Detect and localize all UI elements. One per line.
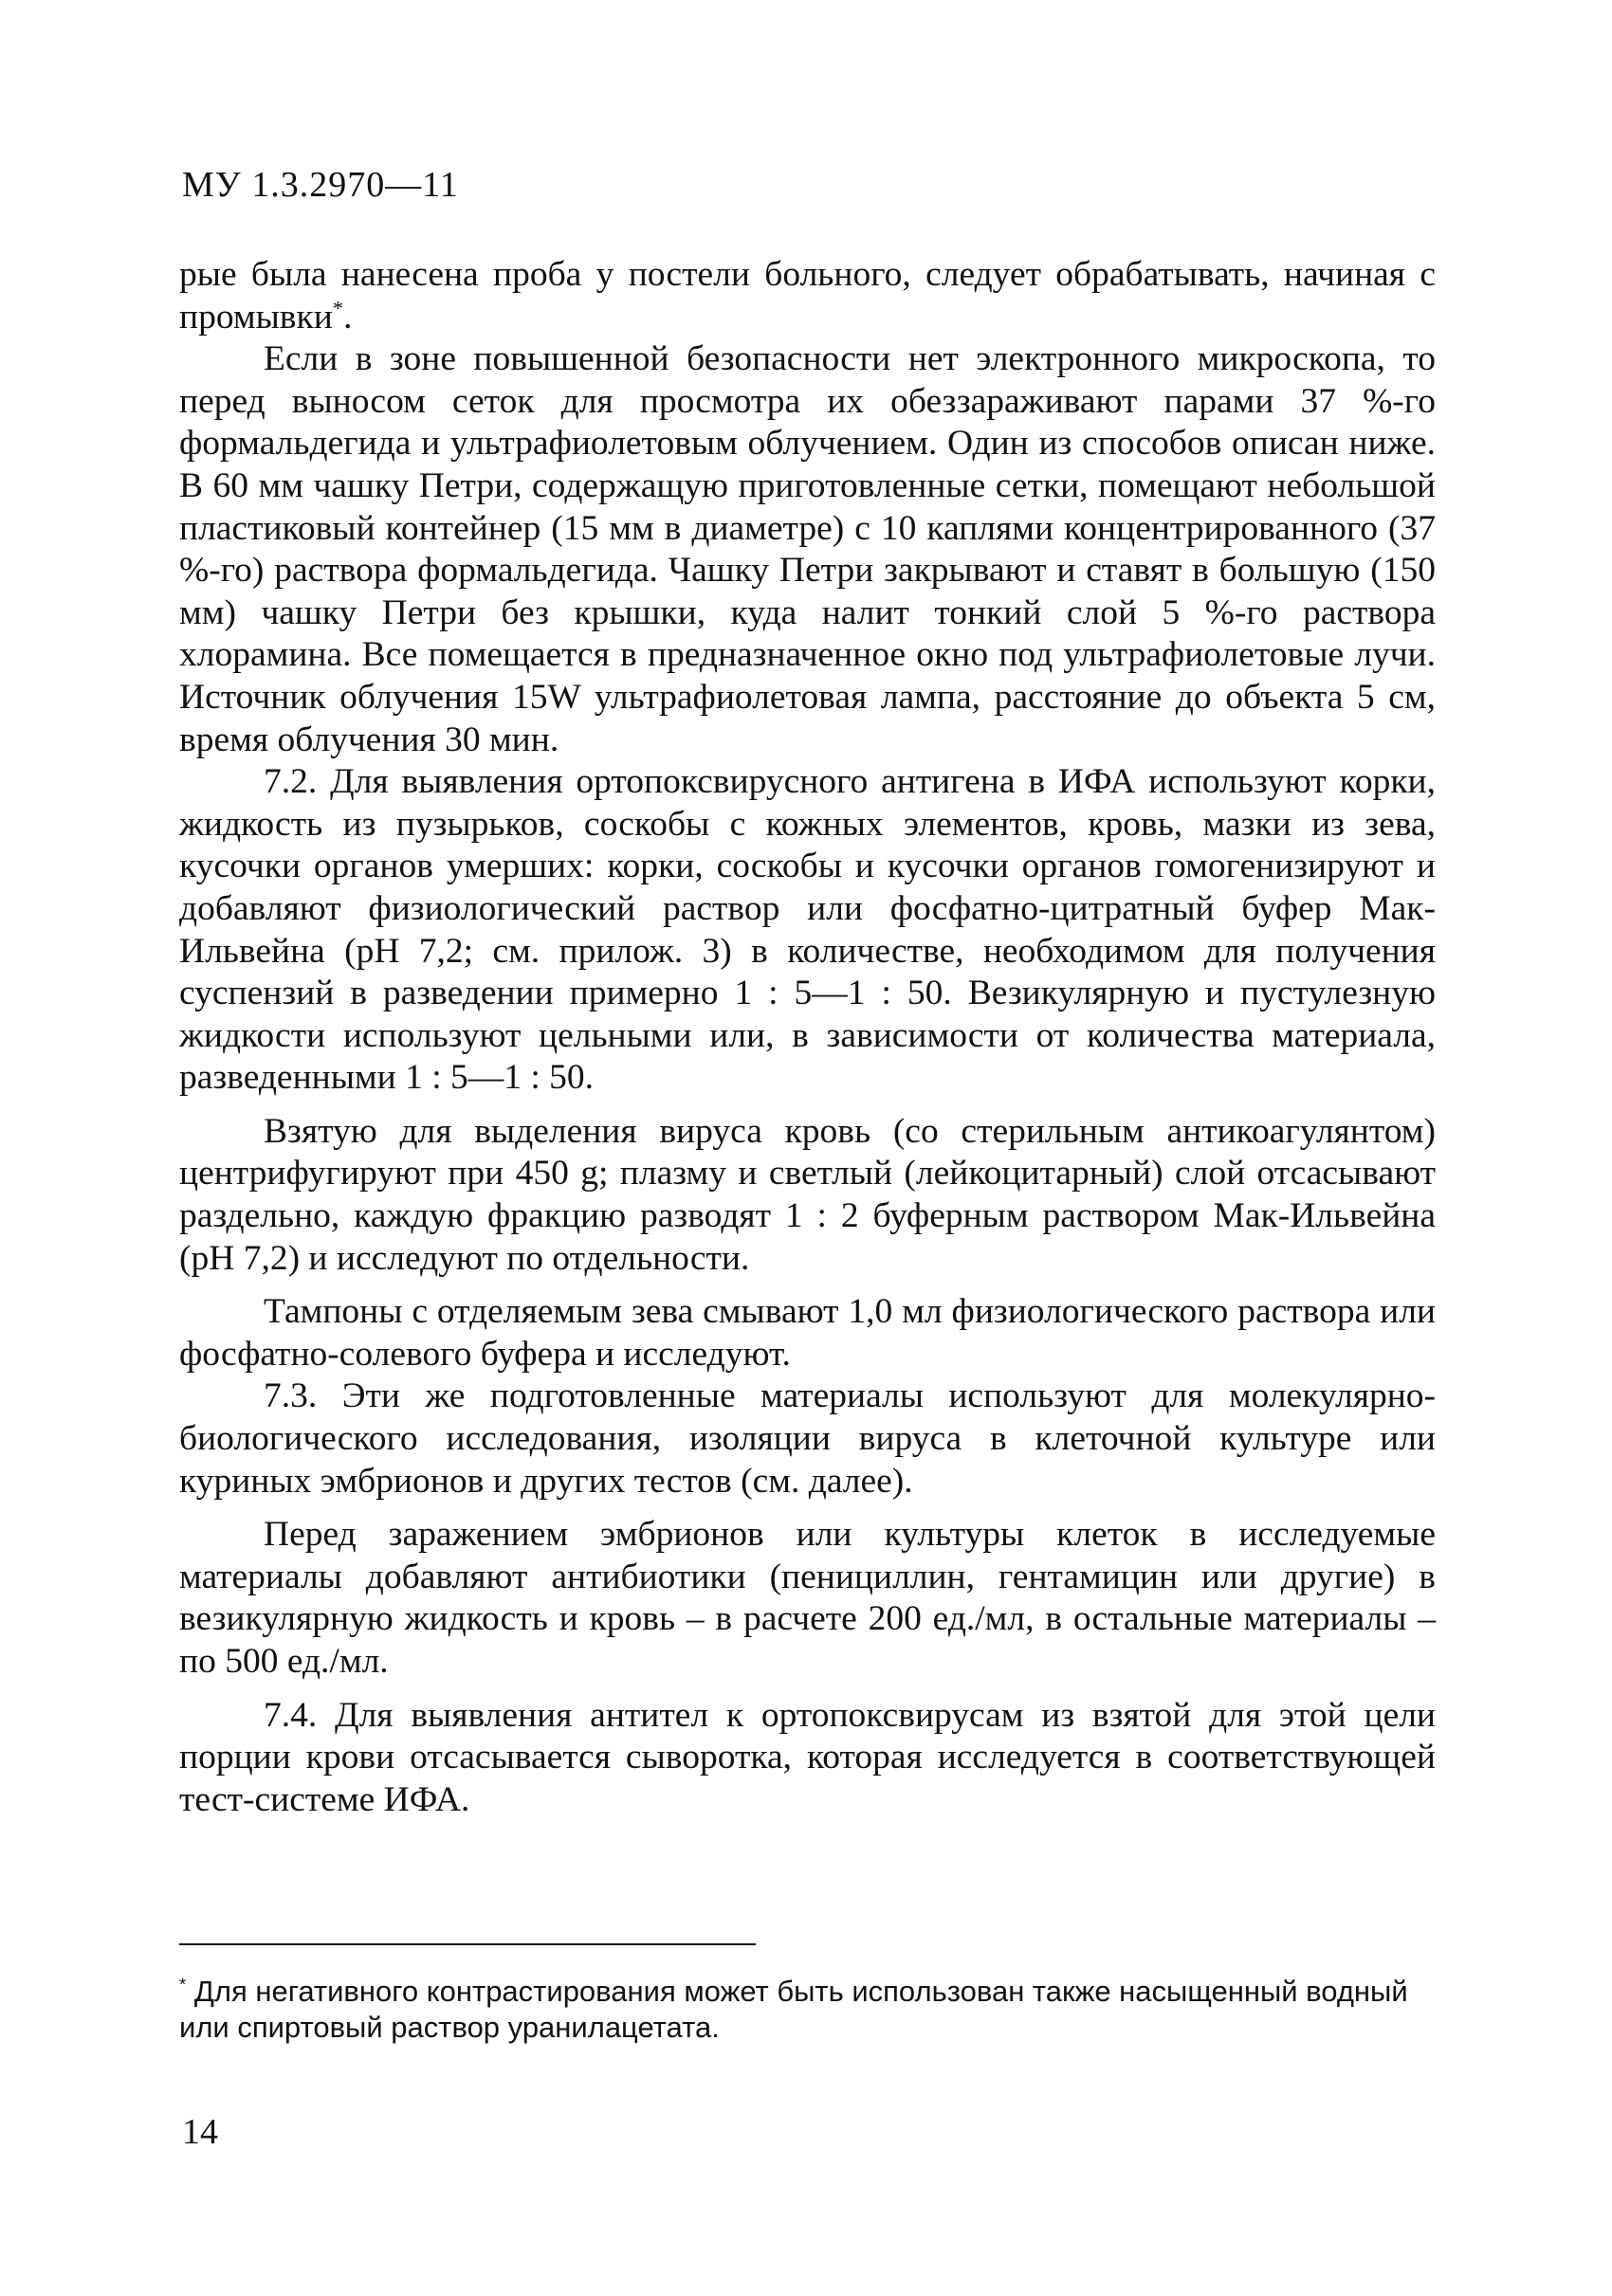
paragraph-7-3: 7.3. Эти же подготовленные материалы используют для молекулярно-биологического исследования, изоляции вируса в клеточной культуре или куриных эмбрионов и других тестов (см. далее). bbox=[179, 1376, 1436, 1501]
paragraph-7-4: 7.4. Для выявления антител к ортопоксвирусам из взятой для этой цели порции крови отсасывается сыворотка, которая исследуется в соответствующей тест-системе ИФА. bbox=[179, 1695, 1436, 1819]
page-number: 14 bbox=[182, 2112, 218, 2152]
footnote-text: Для негативного контрастирования может быть использован также насыщенный водный или спиртовый раствор уранилацетата. bbox=[179, 1975, 1408, 2044]
paragraph-text: рые была нанесена проба у постели больного, следует обрабатывать, начиная с промывки bbox=[179, 255, 1436, 337]
paragraph-tail: . bbox=[343, 297, 353, 337]
paragraph-antibiotics: Перед заражением эмбрионов или культуры клеток в исследуемые материалы добавляют антибиотики (пенициллин, гентамицин или другие) в везикулярную жидкость и кровь – в расчете 200 ед./мл, в остальные материалы – по 500 ед./мл. bbox=[179, 1515, 1436, 1681]
footnote-reference: * bbox=[332, 296, 344, 320]
footnote bbox=[179, 1974, 1436, 2046]
document-code-header: МУ 1.3.2970—11 bbox=[182, 165, 459, 205]
paragraph-blood: Взятую для выделения вируса кровь (со стерильным антикоагулянтом) центрифугируют при 450 g; плазму и светлый (лейкоцитарный) слой отсасывают раздельно, каждую фракцию разводят 1 : 2 буферным раствором Мак-Ильвейна (рН 7,2) и исследуют по отдельности. bbox=[179, 1111, 1436, 1278]
paragraph-electron-microscope: Если в зоне повышенной безопасности нет электронного микроскопа, то перед выносом сеток для просмотра их обеззараживают парами 37 %-го формальдегида и ультрафиолетовым облучением. Один из способов описан ниже. В 60 мм чашку Петри, содержащую приготовленные сетки, помещают небольшой пластиковый контейнер (15 мм в диаметре) с 10 каплями концентрированного (37 %-го) раствора формальдегида. Чашку Петри закрывают и ставят в большую (150 мм) чашку Петри без крышки, куда налит тонкий слой 5 %-го раствора хлорамина. Все помещается в предназначенное окно под ультрафиолетовые лучи. Источник облучения 15W ультрафиолетовая лампа, расстояние до объекта 5 см, время облучения 30 мин. bbox=[179, 339, 1436, 759]
paragraph-swabs: Тампоны с отделяемым зева смывают 1,0 мл физиологического раствора или фосфатно-солевого буфера и исследуют. bbox=[179, 1292, 1436, 1374]
footnote-marker: * bbox=[179, 1974, 187, 1995]
body-text bbox=[179, 254, 1436, 1821]
paragraph-continuation bbox=[179, 254, 1436, 338]
paragraph-7-2: 7.2. Для выявления ортопоксвирусного антигена в ИФА используют корки, жидкость из пузырьков, соскобы с кожных элементов, кровь, мазки из зева, кусочки органов умерших: корки, соскобы и кусочки органов гомогенизируют и добавляют физиологический раствор или фосфатно-цитратный буфер Мак-Ильвейна (рН 7,2; см. прилож. 3) в количестве, необходимом для получения суспензий в разведении примерно 1 : 5—1 : 50. Везикулярную и пустулезную жидкости используют цельными или, в зависимости от количества материала, разведенными 1 : 5—1 : 50. bbox=[179, 762, 1436, 1098]
footnote-divider bbox=[179, 1943, 756, 1945]
